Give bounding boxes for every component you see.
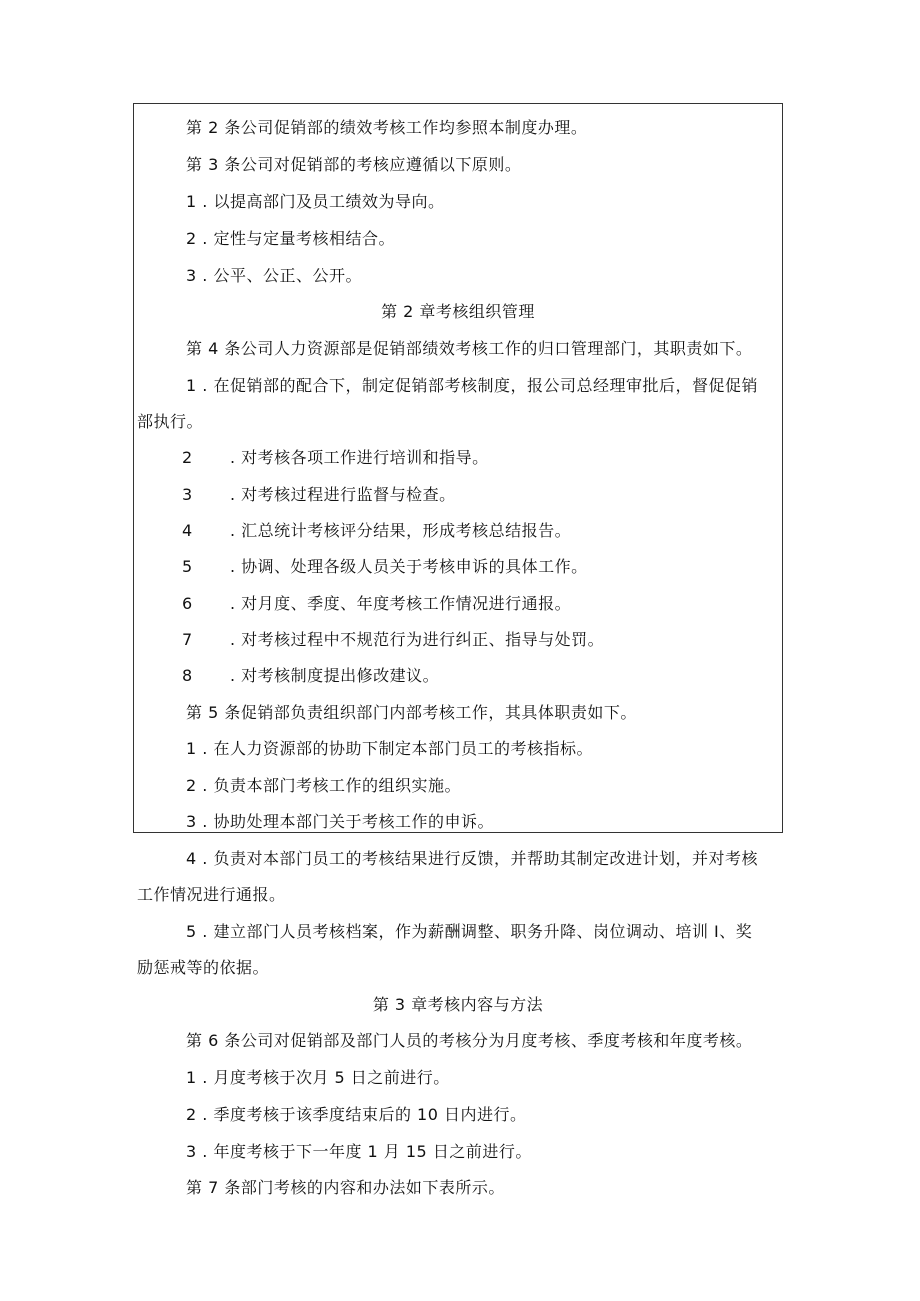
schedule-2: 2 . 季度考核于该季度结束后的 10 日内进行。 xyxy=(186,1105,527,1124)
duty-2: . 对考核各项工作进行培训和指导。 xyxy=(230,448,489,467)
article-6: 第 6 条公司对促销部及部门人员的考核分为月度考核、季度考核和年度考核。 xyxy=(186,1031,753,1050)
article-4: 第 4 条公司人力资源部是促销部绩效考核工作的归口管理部门，其职责如下。 xyxy=(186,339,753,358)
duty-6-number: 6 xyxy=(182,594,193,613)
bordered-text-frame xyxy=(133,103,783,833)
duty-4: . 汇总统计考核评分结果，形成考核总结报告。 xyxy=(230,521,572,540)
chapter-2-heading: 第 2 章考核组织管理 xyxy=(381,302,535,321)
duty-5: . 协调、处理各级人员关于考核申诉的具体工作。 xyxy=(230,557,588,576)
principle-2: 2 . 定性与定量考核相结合。 xyxy=(186,229,395,248)
dept-duty-5-line1: 5 . 建立部门人员考核档案，作为薪酬调整、职务升降、岗位调动、培训 I、奖 xyxy=(186,922,753,941)
duty-7-number: 7 xyxy=(182,630,193,649)
duty-3-number: 3 xyxy=(182,485,193,504)
duty-3: . 对考核过程进行监督与检查。 xyxy=(230,485,456,504)
duty-1-line2: 部执行。 xyxy=(137,412,204,431)
duty-1-line1: 1 . 在促销部的配合下，制定促销部考核制度，报公司总经理审批后，督促促销 xyxy=(186,376,758,395)
article-7: 第 7 条部门考核的内容和办法如下表所示。 xyxy=(186,1178,505,1197)
dept-duty-4-line1: 4 . 负责对本部门员工的考核结果进行反馈，并帮助其制定改进计划，并对考核 xyxy=(186,849,758,868)
duty-5-number: 5 xyxy=(182,557,193,576)
principle-1: 1 . 以提高部门及员工绩效为导向。 xyxy=(186,192,445,211)
duty-8-number: 8 xyxy=(182,666,193,685)
dept-duty-3: 3 . 协助处理本部门关于考核工作的申诉。 xyxy=(186,812,494,831)
dept-duty-2: 2 . 负责本部门考核工作的组织实施。 xyxy=(186,776,461,795)
schedule-3: 3 . 年度考核于下一年度 1 月 15 日之前进行。 xyxy=(186,1142,532,1161)
duty-8: . 对考核制度提出修改建议。 xyxy=(230,666,440,685)
dept-duty-1: 1 . 在人力资源部的协助下制定本部门员工的考核指标。 xyxy=(186,739,593,758)
article-2: 第 2 条公司促销部的绩效考核工作均参照本制度办理。 xyxy=(186,118,588,137)
dept-duty-5-line2: 励惩戒等的依据。 xyxy=(137,958,270,977)
dept-duty-4-line2: 工作情况进行通报。 xyxy=(137,885,286,904)
article-3: 第 3 条公司对促销部的考核应遵循以下原则。 xyxy=(186,155,522,174)
duty-4-number: 4 xyxy=(182,521,193,540)
duty-6: . 对月度、季度、年度考核工作情况进行通报。 xyxy=(230,594,572,613)
duty-7: . 对考核过程中不规范行为进行纠正、指导与处罚。 xyxy=(230,630,605,649)
article-5: 第 5 条促销部负责组织部门内部考核工作，其具体职责如下。 xyxy=(186,703,637,722)
principle-3: 3 . 公平、公正、公开。 xyxy=(186,266,362,285)
duty-2-number: 2 xyxy=(182,448,193,467)
chapter-3-heading: 第 3 章考核内容与方法 xyxy=(372,995,544,1014)
schedule-1: 1 . 月度考核于次月 5 日之前进行。 xyxy=(186,1068,450,1087)
